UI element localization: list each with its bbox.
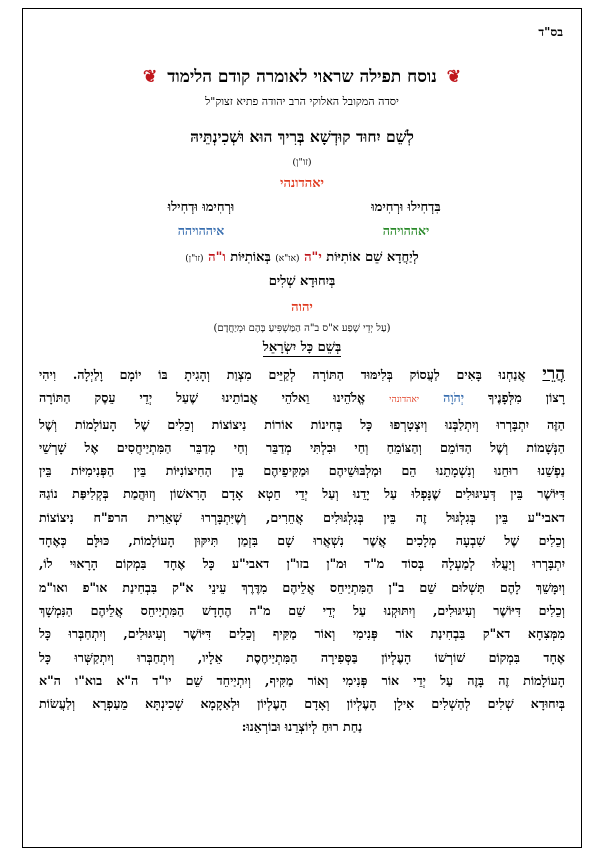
- body-line: וְכֵלִים שֶׁל שִׁבְעָה מְלָכִים אֲשֶׁר נִשְׁאֲרוּ שָׁם בִּזְמַן תִּיקּוּן הָעוֹלָמוֹת, כּוּלָּם כְּאֶחָד: [39, 533, 565, 549]
- body-line: מִמְּצִחָא דא"ק בִּבְחִינַת אוֹר פְּנִימִי וְאוֹר מַקִּיף וְכֵלִים דִּיּוֹשֶׁר וְעִיגּוּלִים, וְיִתְחַבְּרוּ כָּל: [39, 626, 565, 642]
- body-line-1-text: אֲנַחְנוּ בָּאִים לַעֲסוֹק בְּלִימּוּד הַתּוֹרָה לְקַיֵּים מִצְוַת וְהָגִיתָ בּוֹ יוֹמָם וָלַיְלָה. וִיהִי: [39, 367, 526, 382]
- body-line: נַפְשֵׁנוּ רוּחֵנוּ וְנִשְׁמָתֵנוּ הֵם וּמַלְבּוּשֵׁיהֶם וּמַקִּיפֵיהֶם בֵּין הַחִיצוֹנִיּוֹת בֵּין הַפְּנִימִיּוֹת בֵּין: [39, 463, 565, 479]
- body-last-line: נַחַת רוּחַ לְיוֹצְרֵנוּ וּבוֹרְאֵנוּ:: [241, 719, 363, 735]
- shleim-line: בְּיִחוּדָא שְׁלִים: [268, 274, 336, 289]
- body-line: הַנְּשָׁמוֹת וְשֶׁל הַדּוֹמֵם וְהַצּוֹמֵחַ וְחַי וּבִלְתִּי מְדַבֵּר וְחַי מְדַבֵּר הַמִּתְיַיחֲסִים אֶל שָׁרְשֵׁי: [39, 439, 565, 455]
- body-line: בְּיִחוּדָא שְׁלִים לְהַשְׁלִים אִילָן הָעֶלְיוֹן וְאָדָם הָעֶלְיוֹן וּלְאַקָמָא שְׁכִינְתָּא מֵעַפְרָא וְלַעֲשׂוֹת: [39, 696, 565, 712]
- ornament-icon: ❦: [143, 67, 158, 87]
- document-page: [22, 8, 582, 848]
- right-column-line: בִּדְחִילוּ וּרְחִימוּ: [371, 200, 441, 215]
- author-line: יסדה המקובל האלוקי הרב יהודה פתיא זצוק"ל: [205, 95, 399, 108]
- body-line-2a: רָצוֹן מִלְּפָנֶיךָ: [488, 390, 565, 406]
- yichud-text: לְיַחֲדָא שֵׁם אוֹתִיּוֹת: [326, 250, 419, 265]
- zan-note: (זו"ן): [292, 157, 312, 168]
- left-column: [131, 199, 271, 239]
- prayer-title-row: [23, 67, 581, 87]
- divine-name-red: יאהדונהי: [280, 176, 324, 191]
- beshem-line: [23, 339, 581, 355]
- al-yedei-note: (עַל יְדֵי שֶׁפַע א"ס ב"ה הַמַּשְׁפִּיעַ בָּהֶם וּמְיַחֲדָם): [213, 323, 391, 334]
- body-line: הָעוֹלָמוֹת זֶה בָּזֶה עַל יְדֵי אוֹר פְּנִימִי וְאוֹר מַקִּיף, וְיִתְיַיחֵד שֵׁם יו"ד ה"א בוא"ו ה"א: [39, 672, 565, 688]
- body-line: אֶחָד בִּמְקוֹם שׁוֹרְשׁוֹ הָעֶלְיוֹן בַּסְּפִירָה הַמִּתְיַיחֶסֶת אֵלָיו, וְיִתְחַבְּרוּ וְיִתְקַשְּׁרוּ כָּל: [39, 649, 565, 665]
- harei-word: הֲרֵי: [542, 364, 565, 384]
- yichud-line: [23, 249, 581, 265]
- right-column: [341, 199, 471, 239]
- prayer-body: [39, 363, 565, 739]
- body-line: דִּיּוֹשֶׁר בֵּין דְּעִיגּוּלִים שֶׁנָּפְלוּ עַל יָדֵנוּ וְעַל יְדֵי חֵטְא אָדָם הָרִאשׁוֹן וְזוּהֲמַת בְּקְלִיפַּת נוֹגַהּ: [39, 486, 565, 502]
- inline-divine-name: יְהֹוָה: [443, 390, 465, 406]
- bsd-mark: בס"ד: [538, 25, 563, 39]
- body-line: וְכֵלִים דִּיּוֹשֶׁר וְעִיגּוּלִים, וְיִתּוּקְנוּ עַל יְדֵי שֵׁם מ"ה הֶחָדָשׁ הַמִּתְיַיחֵס אֲלֵיהֶם הַנִּמְשָׁךְ: [39, 602, 565, 618]
- ornament-icon: ❦: [446, 67, 461, 87]
- right-column-name: יאההויהה: [382, 223, 430, 238]
- inline-red-name: יאהדונהי: [389, 395, 420, 406]
- body-line: וְיִמָּשֵׁךְ לָהֶם תַּשְׁלוּם שֵׁם ב"ן הַמִּתְיַיחֵס אֲלֵיהֶם מִדֶּרֶךְ עֵינֵי א"ק בִּבְחִינַת או"פ ואו"מ: [39, 579, 565, 595]
- body-line: [39, 363, 565, 386]
- yichud-text-b: בְּאוֹתִיּוֹת: [230, 250, 271, 265]
- left-column-line: וּרְחִימוּ וּדְחִילוּ: [167, 200, 235, 215]
- left-column-name: איההויהה: [177, 223, 225, 238]
- lshem-yichud-line: לְשֵׁם יִחוּד קוּדְשָׁא בְּרִיךְ הוּא וּשְׁכִינְתֵּיהּ: [190, 127, 414, 146]
- body-line: יִתְבָּרְרוּ וְיַעֲלוּ לְמַעְלָה בְּסוֹד מ"ד וּמ"ן בזו"ן דאבי"ע כָּל אֶחָד בִּמְקוֹם הָרָאוּי לוֹ,: [39, 556, 565, 572]
- beshem-text: בְּשֵׁם כָּל יִשְׂרָאֵל: [262, 340, 342, 355]
- prayer-title: נוסח תפילה שראוי לאומרה קודם הלימוד: [167, 67, 437, 87]
- yichud-yh: י"ה: [304, 250, 322, 265]
- yichud-vh: ו"ה: [208, 250, 226, 265]
- body-line: דאבי"ע בֵּין בְּגִלְגּוּל זֶה בֵּין בְּגִלְגּוּלִים אֲחֵרִים, וְשֶׁיִּתְבָּרְרוּ שְׁאֵרִית הרפ"ח נִיצוֹצוֹת: [39, 509, 565, 525]
- body-line-2b: אֱלֹהֵינוּ וֵאלֹהֵי אֲבוֹתֵינוּ שֶׁעַל יְדֵי עֵסֶק הַתּוֹרָה: [39, 390, 366, 406]
- yichud-zan-note: (זו"ן): [185, 254, 204, 264]
- body-line: הַזֶּה יִתְבָּרְרוּ וְיִתְלַבְּנוּ וְיִצְטָרְפוּ כָּל בְּחִינוֹת אוֹרוֹת נִיצוֹצוֹת וְכֵלִים שֶׁל הָעוֹלָמוֹת וְשֶׁל: [39, 416, 565, 432]
- yichud-aa-note: (או"א): [275, 254, 300, 264]
- havaya-name: יהוה: [291, 300, 313, 315]
- body-line: [39, 386, 565, 412]
